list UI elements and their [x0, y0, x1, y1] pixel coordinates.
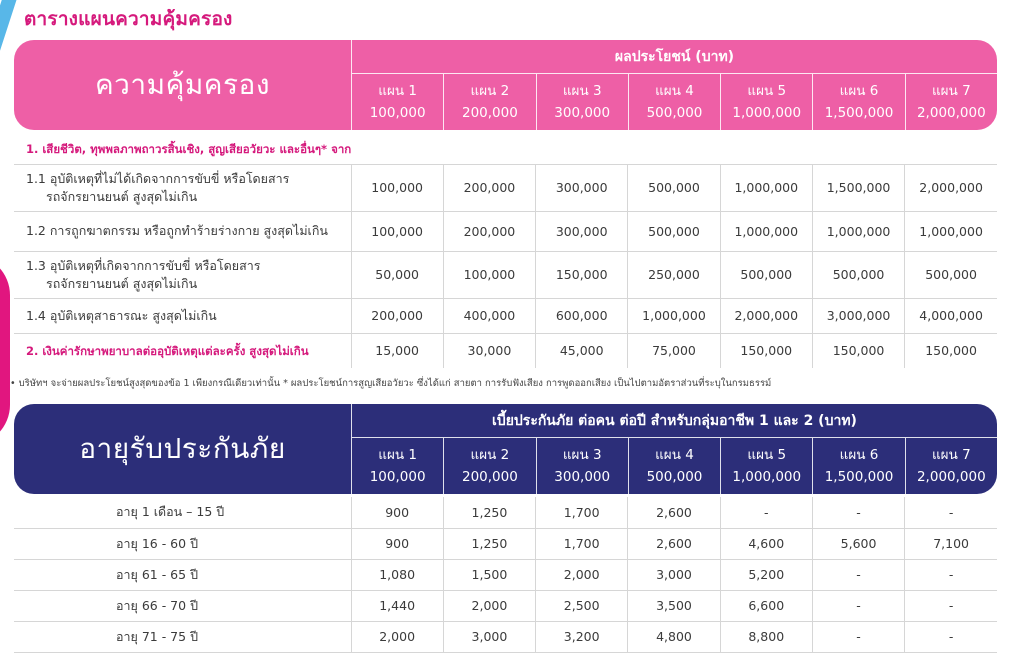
cell: 2,000: [443, 590, 535, 621]
premium-table-header: [14, 404, 997, 494]
cell: 1,000,000: [628, 298, 720, 333]
plan-amount: 1,500,000: [824, 469, 894, 485]
plan-amount: 2,000,000: [916, 469, 986, 485]
cell: 1,080: [351, 559, 443, 590]
plan-name: แผน 1: [378, 83, 417, 99]
plan-name: แผน 3: [562, 447, 602, 463]
row-label-line2: รถจักรยานยนต์ สูงสุดไม่เกิน: [46, 275, 198, 291]
page-title: ตารางแผนความคุ้มครอง: [24, 8, 233, 30]
decorative-pink-tab: [0, 255, 10, 445]
cell: 150,000: [812, 333, 904, 368]
cell: 5,200: [720, 559, 812, 590]
plan-column-1: [351, 74, 443, 130]
plan-column-2: [443, 74, 535, 130]
cell: 100,000: [443, 251, 535, 298]
section-1-heading-row: [14, 134, 997, 164]
row-label: 1.2 การถูกฆาตกรรม หรือถูกทำร้ายร่างกาย สูงสุดไม่เกิน: [14, 211, 351, 251]
cell: 75,000: [628, 333, 720, 368]
cell: 2,000: [536, 559, 628, 590]
plan-column-3: [536, 438, 628, 494]
table-row: [14, 298, 997, 333]
plan-column-2: [443, 438, 535, 494]
cell: 3,000: [443, 621, 535, 652]
cell: -: [812, 621, 904, 652]
plan-column-6: [812, 438, 904, 494]
cell: -: [720, 497, 812, 528]
cell: 7,100: [905, 528, 997, 559]
cell: 1,500,000: [812, 164, 904, 211]
row-label: [14, 251, 351, 298]
cell: -: [812, 559, 904, 590]
plan-amount: 1,000,000: [732, 105, 802, 121]
plan-name: แผน 6: [839, 447, 879, 463]
cell: 1,700: [536, 528, 628, 559]
cell: 500,000: [905, 251, 997, 298]
cell: 5,600: [812, 528, 904, 559]
cell: 45,000: [536, 333, 628, 368]
cell: 100,000: [351, 211, 443, 251]
plan-amount: 100,000: [369, 105, 426, 121]
row-label-line1: 1.3 อุบัติเหตุที่เกิดจากการขับขี่ หรือโดยสาร: [26, 257, 261, 273]
row-label: 1.4 อุบัติเหตุสาธารณะ สูงสุดไม่เกิน: [14, 298, 351, 333]
coverage-table: [14, 134, 997, 368]
table-row: [14, 497, 997, 528]
plan-column-4: [628, 438, 720, 494]
table-row: [14, 528, 997, 559]
cell: 200,000: [351, 298, 443, 333]
table-row: [14, 559, 997, 590]
cell: 1,250: [443, 528, 535, 559]
cell: 15,000: [351, 333, 443, 368]
cell: 4,600: [720, 528, 812, 559]
plan-column-7: [905, 74, 997, 130]
plan-column-5: [720, 438, 812, 494]
plan-amount: 1,000,000: [732, 469, 802, 485]
cell: 600,000: [536, 298, 628, 333]
cell: 1,250: [443, 497, 535, 528]
coverage-header-label: ความคุ้มครอง: [94, 68, 271, 101]
cell: 8,800: [720, 621, 812, 652]
plan-amount: 200,000: [462, 469, 518, 485]
cell: 2,000,000: [720, 298, 812, 333]
table-row: [14, 333, 997, 368]
cell: 6,600: [720, 590, 812, 621]
plan-amount: 500,000: [646, 469, 703, 485]
cell: 3,000,000: [812, 298, 904, 333]
premium-plan-columns: [351, 438, 997, 494]
plan-column-3: [536, 74, 628, 130]
cell: 2,000: [351, 621, 443, 652]
cell: 300,000: [536, 164, 628, 211]
cell: 500,000: [628, 164, 720, 211]
plan-column-4: [628, 74, 720, 130]
cell: 500,000: [720, 251, 812, 298]
cell: 200,000: [443, 211, 535, 251]
cell: 1,700: [536, 497, 628, 528]
cell: -: [812, 497, 904, 528]
plan-column-6: [812, 74, 904, 130]
plan-name: แผน 5: [747, 447, 787, 463]
cell: 1,000,000: [720, 164, 812, 211]
premium-band-label: เบี้ยประกันภัย ต่อคน ต่อปี สำหรับกลุ่มอาชีพ 1 และ 2 (บาท): [351, 404, 997, 438]
age-label: อายุ 16 - 60 ปี: [14, 528, 351, 559]
plan-column-7: [905, 438, 997, 494]
row-label-line1: 1.1 อุบัติเหตุที่ไม่ได้เกิดจากการขับขี่ หรือโดยสาร: [26, 170, 290, 186]
plan-name: แผน 5: [747, 83, 787, 99]
plan-amount: 2,000,000: [916, 105, 986, 121]
plan-name: แผน 1: [378, 447, 417, 463]
row-label: 2. เงินค่ารักษาพยาบาลต่ออุบัติเหตุแต่ละครั้ง สูงสุดไม่เกิน: [26, 343, 309, 358]
age-label: อายุ 71 - 75 ปี: [14, 621, 351, 652]
cell: 4,800: [628, 621, 720, 652]
plan-name: แผน 2: [470, 83, 510, 99]
premium-header-label: อายุรับประกันภัย: [79, 432, 286, 465]
cell: -: [905, 497, 997, 528]
cell: 150,000: [905, 333, 997, 368]
plan-amount: 200,000: [462, 105, 518, 121]
cell: -: [905, 621, 997, 652]
plan-name: แผน 7: [931, 83, 971, 99]
cell: -: [905, 590, 997, 621]
row-label: [14, 164, 351, 211]
cell: 3,200: [536, 621, 628, 652]
plan-name: แผน 7: [931, 447, 971, 463]
cell: 900: [351, 497, 443, 528]
cell: 50,000: [351, 251, 443, 298]
cell: 2,500: [536, 590, 628, 621]
cell: 2,600: [628, 497, 720, 528]
plan-name: แผน 3: [562, 83, 602, 99]
cell: 150,000: [536, 251, 628, 298]
plan-column-5: [720, 74, 812, 130]
plan-amount: 100,000: [369, 469, 426, 485]
plan-amount: 1,500,000: [824, 105, 894, 121]
coverage-plan-columns: [351, 74, 997, 130]
cell: 1,000,000: [812, 211, 904, 251]
cell: 2,600: [628, 528, 720, 559]
cell: 3,500: [628, 590, 720, 621]
plan-name: แผน 4: [655, 447, 694, 463]
coverage-table-header: [14, 40, 997, 130]
table-row: [14, 590, 997, 621]
plan-name: แผน 2: [470, 447, 510, 463]
age-label: อายุ 66 - 70 ปี: [14, 590, 351, 621]
table-row: [14, 251, 997, 298]
cell: 900: [351, 528, 443, 559]
plan-column-1: [351, 438, 443, 494]
plan-name: แผน 6: [839, 83, 879, 99]
cell: 500,000: [628, 211, 720, 251]
cell: 1,440: [351, 590, 443, 621]
benefit-band-label: ผลประโยชน์ (บาท): [351, 40, 997, 74]
cell: 1,000,000: [905, 211, 997, 251]
cell: 1,000,000: [720, 211, 812, 251]
cell: 200,000: [443, 164, 535, 211]
table-row: [14, 211, 997, 251]
cell: -: [905, 559, 997, 590]
plan-amount: 300,000: [554, 105, 611, 121]
cell: 3,000: [628, 559, 720, 590]
row-label-line2: รถจักรยานยนต์ สูงสุดไม่เกิน: [46, 188, 198, 204]
cell: 500,000: [812, 251, 904, 298]
age-label: อายุ 61 - 65 ปี: [14, 559, 351, 590]
age-label: อายุ 1 เดือน – 15 ปี: [14, 497, 351, 528]
table-row: [14, 164, 997, 211]
section-1-heading: 1. เสียชีวิต, ทุพพลภาพถาวรสิ้นเชิง, สูญเสียอวัยวะ และอื่นๆ* จาก: [14, 134, 997, 164]
footnote: • บริษัทฯ จะจ่ายผลประโยชน์สูงสุดของข้อ 1 เพียงกรณีเดียวเท่านั้น * ผลประโยชน์การสูญเสียอวัยวะ ซึ่งได้แก่ สายตา การรับฟังเสียง การพูดออกเสียง เป็นไปตามอัตราส่วนที่ระบุในกรมธรรม์: [10, 378, 772, 389]
plan-amount: 300,000: [554, 469, 611, 485]
premium-table: [14, 497, 997, 653]
cell: 30,000: [443, 333, 535, 368]
cell: 250,000: [628, 251, 720, 298]
cell: 400,000: [443, 298, 535, 333]
cell: 1,500: [443, 559, 535, 590]
cell: 100,000: [351, 164, 443, 211]
cell: -: [812, 590, 904, 621]
cell: 2,000,000: [905, 164, 997, 211]
plan-name: แผน 4: [655, 83, 694, 99]
cell: 300,000: [536, 211, 628, 251]
cell: 4,000,000: [905, 298, 997, 333]
cell: 150,000: [720, 333, 812, 368]
plan-amount: 500,000: [646, 105, 703, 121]
table-row: [14, 621, 997, 652]
